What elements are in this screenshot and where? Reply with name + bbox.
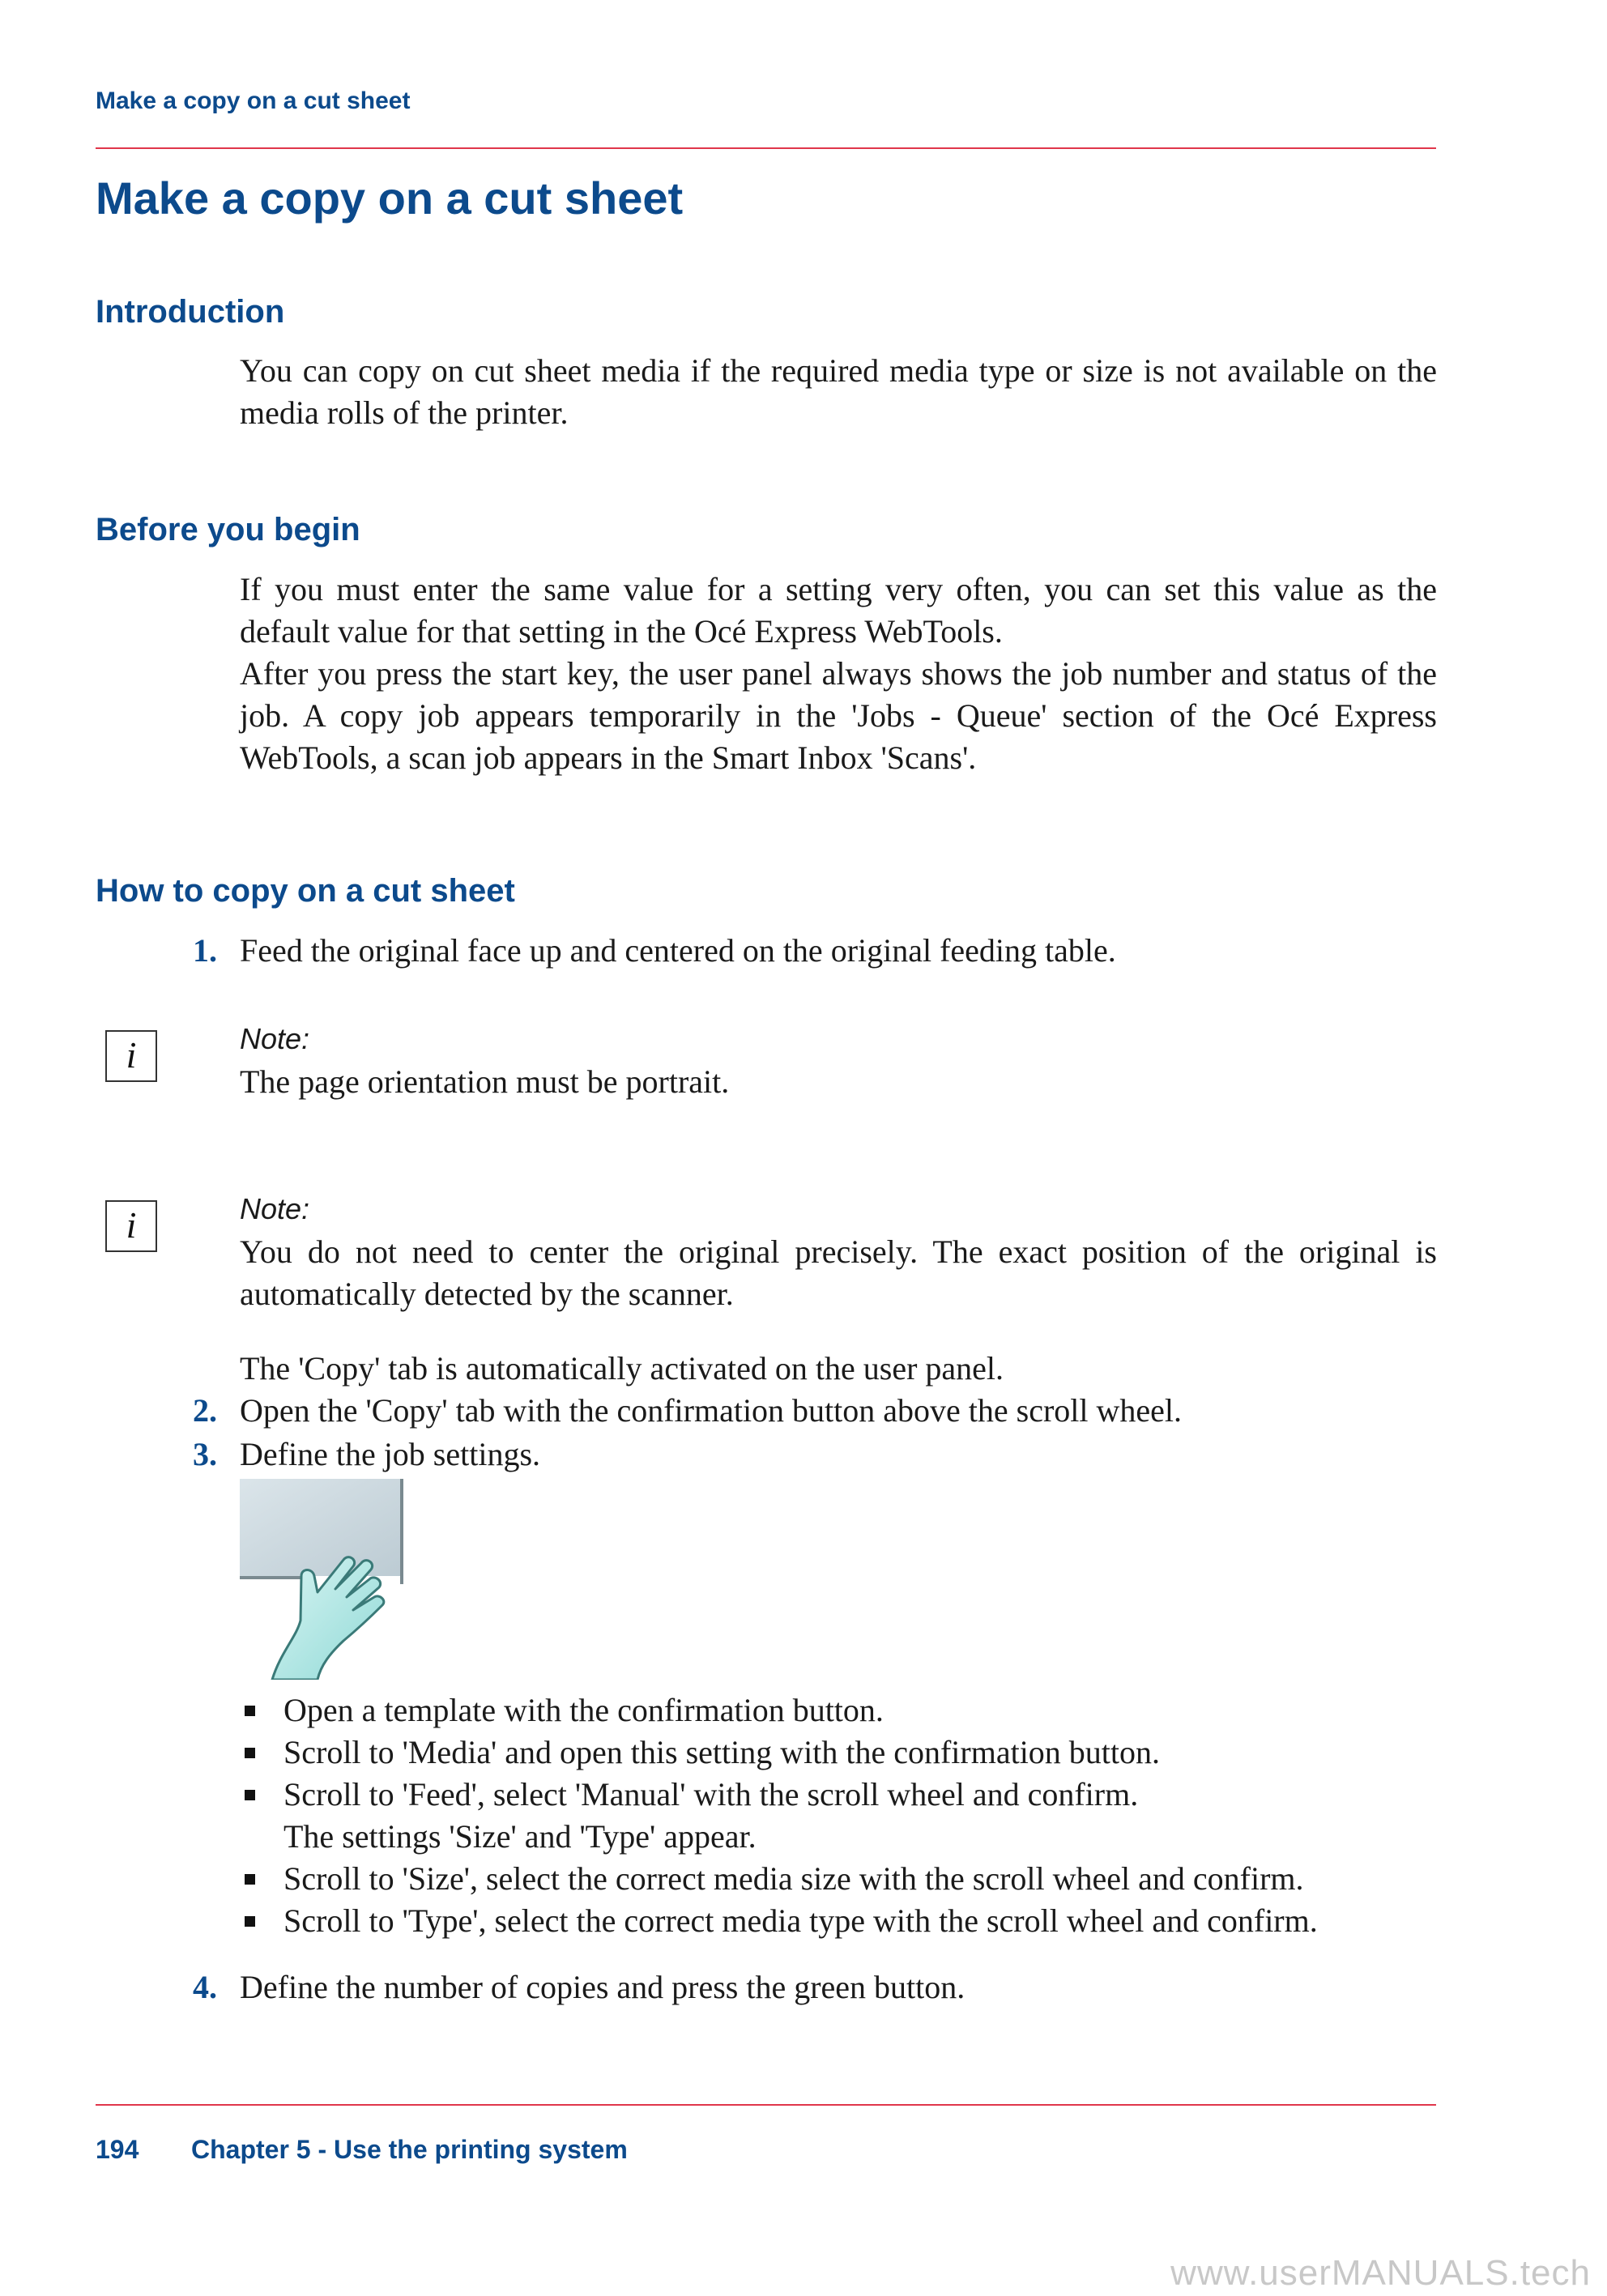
step-2-number: 2.	[193, 1392, 217, 1429]
running-header: Make a copy on a cut sheet	[96, 87, 411, 114]
step-3-text: Define the job settings.	[240, 1436, 541, 1472]
substep-text: Scroll to 'Type', select the correct media type with the scroll wheel and confirm.	[283, 1902, 1318, 1939]
substep-text: Scroll to 'Size', select the correct media size with the scroll wheel and confirm.	[283, 1860, 1304, 1897]
substep-text: Scroll to 'Feed', select 'Manual' with the scroll wheel and confirm.	[283, 1776, 1139, 1813]
list-item	[240, 1774, 1437, 1858]
bullet-square-icon	[245, 1748, 255, 1758]
info-icon: i	[105, 1030, 157, 1082]
howto-heading: How to copy on a cut sheet	[96, 873, 515, 909]
step-2-text: Open the 'Copy' tab with the confirmation button above the scroll wheel.	[240, 1392, 1183, 1429]
info-icon: i	[105, 1200, 157, 1252]
list-item	[240, 1732, 1437, 1774]
introduction-text: You can copy on cut sheet media if the required media type or size is not available on the media rolls of the printer.	[240, 352, 1437, 431]
page-title: Make a copy on a cut sheet	[96, 173, 684, 224]
before-heading: Before you begin	[96, 512, 360, 547]
bullet-square-icon	[245, 1790, 255, 1800]
substep-text: Scroll to 'Media' and open this setting with the confirmation button.	[283, 1734, 1161, 1770]
list-item	[240, 1689, 1437, 1732]
watermark: www.userMANUALS.tech	[1170, 2253, 1591, 2293]
step-4-number: 4.	[193, 1969, 217, 2005]
before-para-2: After you press the start key, the user panel always shows the job number and status of the job. A copy job appears temporarily in the 'Jobs - Queue' section of the Océ Express WebTools, a scan job appears in the Smart Inbox 'Scans'.	[240, 655, 1437, 776]
note-1-text: The page orientation must be portrait.	[240, 1063, 730, 1100]
step-1-number: 1.	[193, 932, 217, 969]
bullet-square-icon	[245, 1916, 255, 1927]
chapter-label: Chapter 5 - Use the printing system	[191, 2135, 628, 2164]
before-para-1: If you must enter the same value for a setting very often, you can set this value as the default value for that setting in the Océ Express WebTools.	[240, 571, 1437, 650]
bullet-square-icon	[245, 1874, 255, 1885]
step-4-text: Define the number of copies and press the green button.	[240, 1969, 965, 2005]
step-1-text: Feed the original face up and centered on the original feeding table.	[240, 932, 1116, 969]
note-2-text: You do not need to center the original precisely. The exact position of the original is automatically detected by the scanner.	[240, 1233, 1437, 1312]
header-rule	[96, 147, 1436, 149]
footer-rule	[96, 2104, 1436, 2106]
substep-text: Open a template with the confirmation button.	[283, 1692, 884, 1728]
substeps-list	[240, 1689, 1437, 1942]
after-note-text: The 'Copy' tab is automatically activated on the user panel.	[240, 1350, 1004, 1387]
list-item	[240, 1858, 1437, 1900]
page-number: 194	[96, 2135, 139, 2164]
note-1-label: Note:	[240, 1022, 310, 1055]
note-2-label: Note:	[240, 1192, 310, 1225]
substep-extra: The settings 'Size' and 'Type' appear.	[283, 1818, 757, 1855]
bullet-square-icon	[245, 1706, 255, 1716]
introduction-heading: Introduction	[96, 294, 285, 330]
list-item	[240, 1900, 1437, 1942]
hand-pointer-icon	[240, 1479, 426, 1680]
step-3-number: 3.	[193, 1436, 217, 1472]
